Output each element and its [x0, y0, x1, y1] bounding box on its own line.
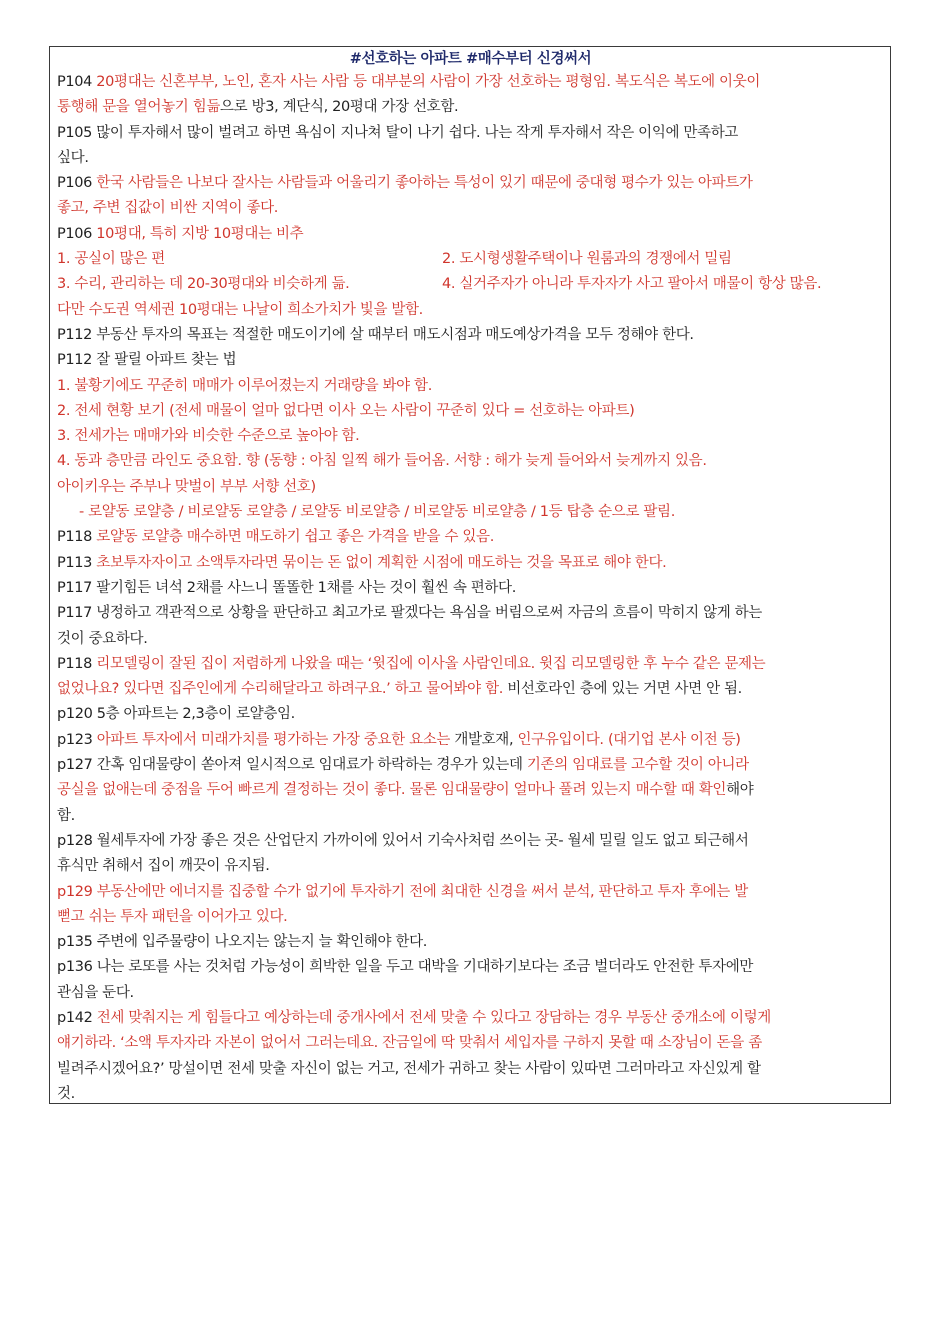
text-segment: 빌려주시겠어요?’ 망설이면 전세 맞출 자신이 없는 거고, 전세가 귀하고 찾는 사람이 있따면 그러마라고 자신있게 할 — [57, 1060, 761, 1077]
text-line — [57, 525, 884, 550]
text-segment: 아이키우는 주부나 맞벌이 부부 서향 선호) — [57, 478, 316, 495]
text-segment: 인구유입이다. (대기업 본사 이전 등) — [517, 731, 741, 748]
text-segment: p127 간혹 임대물량이 쏟아져 일시적으로 임대료가 하락하는 경우가 있는데 — [57, 757, 527, 774]
text-line — [57, 551, 884, 576]
text-line — [57, 677, 884, 702]
text-segment: 아파트 투자에서 미래가치를 평가하는 가장 중요한 요소는 — [96, 731, 451, 748]
text-segment: p136 나는 로또를 사는 것처럼 가능성이 희박한 일을 두고 대박을 기대하기보다는 조금 벌더라도 안전한 투자에만 — [57, 959, 754, 976]
text-line — [57, 576, 884, 601]
list-item: 1. 공실이 많은 편 — [57, 251, 165, 268]
text-segment: 얘기하라. ‘소액 투자자라 자본이 없어서 그러는데요. 잔금일에 딱 맞춰서 세입자를 구하지 못할 때 소장님이 돈을 좀 — [57, 1035, 762, 1052]
list-item: 4. 실거주자가 아니라 투자자가 사고 팔아서 매물이 항상 많음. — [442, 276, 822, 293]
text-segment: P113 — [57, 554, 97, 571]
note-body — [57, 70, 884, 1107]
text-line — [57, 829, 884, 854]
text-line — [57, 955, 884, 980]
text-segment: 것이 중요하다. — [57, 630, 148, 647]
text-segment: 개발호재, — [450, 731, 518, 748]
text-segment: 함. — [57, 807, 75, 824]
text-line — [57, 652, 884, 677]
text-segment: 1. 불황기에도 꾸준히 매매가 이루어졌는지 거래량을 봐야 함. — [57, 377, 432, 394]
text-line — [57, 424, 884, 449]
text-line — [57, 500, 884, 525]
text-segment: 관심을 둔다. — [57, 984, 134, 1001]
page-title: #선호하는 아파트 #매수부터 신경써서 — [349, 51, 592, 67]
text-segment: 것. — [57, 1085, 75, 1102]
text-segment: 4. 동과 층만큼 라인도 중요함. 향 (동향 : 아침 일찍 해가 들어옴. 서향 : 해가 늦게 들어와서 늦게까지 있음. — [57, 453, 707, 470]
text-line — [57, 374, 884, 399]
text-line — [57, 475, 884, 500]
text-line — [57, 121, 884, 146]
text-segment: p128 월세투자에 가장 좋은 것은 산업단지 가까이에 있어서 기숙사처럼 쓰이는 곳- 월세 밀릴 일도 없고 퇴근해서 — [57, 832, 749, 849]
text-segment: P105 많이 투자해서 많이 벌려고 하면 욕심이 지나쳐 탈이 나기 쉽다. 나는 작게 투자해서 작은 이익에 만족하고 — [57, 124, 739, 141]
list-item: - 로얄동 로얄층 / 비로얄동 로얄층 / 로얄동 비로얄층 / 비로얄동 비로얄층 / 1등 탑층 순으로 팔림. — [79, 504, 675, 521]
text-segment: 초보투자자이고 소액투자라면 묶이는 돈 없이 계획한 시점에 매도하는 것을 목표로 해야 한다. — [96, 554, 667, 571]
text-line — [57, 1006, 884, 1031]
text-segment: P104 — [57, 74, 97, 90]
list-item: 3. 수리, 관리하는 데 20-30평대와 비슷하게 듦. — [57, 276, 350, 293]
text-segment: p129 부동산에만 에너지를 집중할 수가 없기에 투자하기 전에 최대한 신경을 써서 분석, 판단하고 투자 후에는 발 — [57, 883, 748, 900]
text-segment: 로얄동 로얄층 매수하면 매도하기 쉽고 좋은 가격을 받을 수 있음. — [96, 529, 494, 546]
text-segment: 전세 맞춰지는 게 힘들다고 예상하는데 중개사에서 전세 맞출 수 있다고 장담하는 경우 부동산 중개소에 이렇게 — [96, 1009, 771, 1026]
text-line — [57, 880, 884, 905]
text-line — [57, 348, 884, 373]
text-segment: 20평대는 신혼부부, 노인, 혼자 사는 사람 등 대부분의 사람이 가장 선호하는 평형임. 복도식은 복도에 이웃이 — [96, 74, 761, 90]
text-segment: 휴식만 취해서 집이 깨끗이 유지됨. — [57, 858, 270, 875]
text-segment: P112 부동산 투자의 목표는 적절한 매도이기에 살 때부터 매도시점과 매도예상가격을 모두 정해야 한다. — [57, 326, 694, 343]
text-line — [57, 171, 884, 196]
text-line — [57, 728, 884, 753]
text-segment: 뻗고 쉬는 투자 패턴을 이어가고 있다. — [57, 908, 288, 925]
text-line — [57, 981, 884, 1006]
text-line — [57, 854, 884, 879]
text-segment: P117 냉정하고 객관적으로 상황을 판단하고 최고가로 팔겠다는 욕심을 버림으로써 자금의 흐름이 막히지 않게 하는 — [57, 605, 762, 622]
list-item: 2. 도시형생활주택이나 원룸과의 경쟁에서 밀림 — [442, 251, 732, 268]
text-segment: 2. 전세 현황 보기 (전세 매물이 얼마 없다면 이사 오는 사람이 꾸준히 있다 = 선호하는 아파트) — [57, 402, 635, 419]
text-segment: 해야 — [726, 782, 754, 799]
text-line — [57, 449, 884, 474]
text-segment: P112 잘 팔릴 아파트 찾는 법 — [57, 352, 237, 369]
text-line — [57, 905, 884, 930]
text-segment: p135 주변에 입주물량이 나오지는 않는지 늘 확인해야 한다. — [57, 934, 428, 951]
text-line — [57, 272, 884, 297]
text-segment: 싶다. — [57, 149, 89, 166]
text-segment: 없었나요? 있다면 집주인에게 수리해달라고 하려구요.’ 하고 물어봐야 함. — [57, 681, 503, 698]
text-segment: 기존의 임대료를 고수할 것이 아니라 — [526, 757, 749, 774]
text-line — [57, 298, 884, 323]
text-segment: p123 — [57, 731, 97, 748]
text-line — [57, 930, 884, 955]
text-line — [57, 1082, 884, 1107]
text-segment: P106 — [57, 175, 97, 192]
text-segment: 통행해 문을 열어놓기 힘듦 — [57, 99, 221, 116]
text-segment: p142 — [57, 1009, 97, 1026]
text-line — [57, 753, 884, 778]
text-line — [57, 778, 884, 803]
text-segment: 한국 사람들은 나보다 잘사는 사람들과 어울리기 좋아하는 특성이 있기 때문에 중대형 평수가 있는 아파트가 — [96, 175, 753, 192]
text-segment: 으로 방3, 계단식, 20평대 가장 선호함. — [220, 99, 459, 116]
text-segment: P118 — [57, 529, 97, 546]
text-segment: P118 — [57, 655, 97, 672]
text-segment: 10평대, 특히 지방 10평대는 비추 — [96, 225, 304, 242]
text-segment: p120 5층 아파트는 2,3층이 로얄층임. — [57, 706, 295, 723]
text-segment: 다만 수도권 역세권 10평대는 나날이 희소가치가 빛을 발함. — [57, 301, 423, 318]
text-segment: P117 팔기힘든 녀석 2채를 사느니 똘똘한 1채를 사는 것이 훨씬 속 편하다. — [57, 579, 516, 596]
text-line — [57, 702, 884, 727]
text-segment: 공실을 없애는데 중점을 두어 빠르게 결정하는 것이 좋다. 물론 임대물량이 얼마나 풀려 있는지 매수할 때 확인 — [57, 782, 727, 799]
text-segment: 비선호라인 층에 있는 거면 사면 안 됨. — [503, 681, 742, 698]
text-line — [57, 70, 884, 95]
text-line — [57, 627, 884, 652]
text-segment: 리모델링이 잘된 집이 저렴하게 나왔을 때는 ‘윗집에 이사올 사람인데요. 윗집 리모델링한 후 누수 같은 문제는 — [96, 655, 766, 672]
text-line — [57, 1057, 884, 1082]
text-line — [57, 399, 884, 424]
text-line — [57, 222, 884, 247]
text-line — [57, 601, 884, 626]
text-line — [57, 196, 884, 221]
text-segment: P106 — [57, 225, 97, 242]
text-line — [57, 146, 884, 171]
text-line — [57, 247, 884, 272]
text-segment: 좋고, 주변 집값이 비싼 지역이 좋다. — [57, 200, 279, 217]
text-line — [57, 323, 884, 348]
note-frame — [49, 46, 891, 1104]
text-segment: 3. 전세가는 매매가와 비슷한 수준으로 높아야 함. — [57, 428, 360, 445]
text-line — [57, 95, 884, 120]
text-line — [57, 1031, 884, 1056]
text-line — [57, 804, 884, 829]
